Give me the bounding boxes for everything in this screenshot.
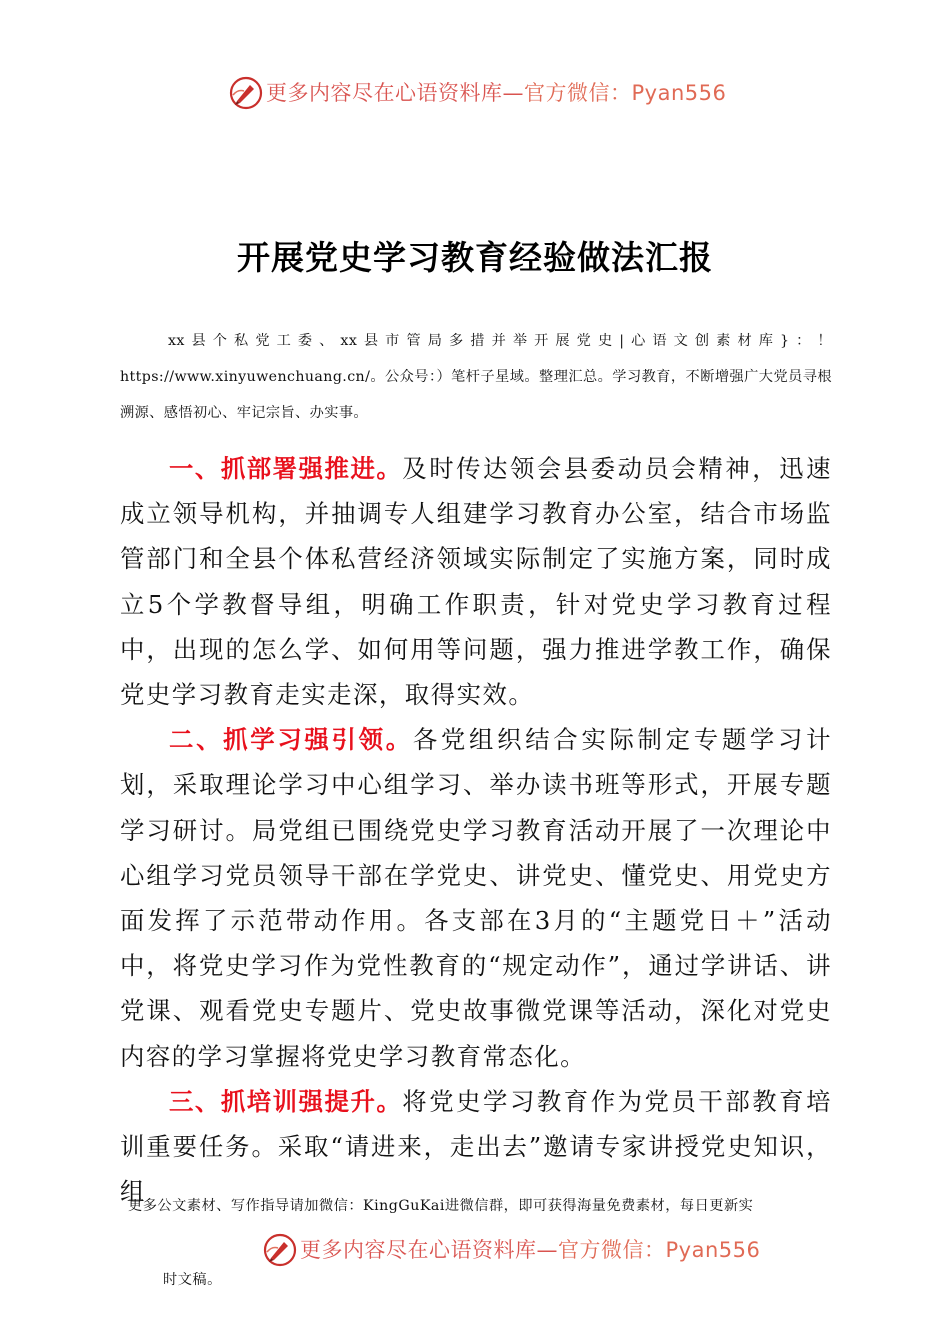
section-text: 各党组织结合实际制定专题学习计划，采取理论学习中心组学习、举办读书班等形式，开展专题学习研讨。局党组已围绕党史学习教育活动开展了一次理论中心组学习党员领导干部在学党史、讲党史、懂党史、用党史方面发挥了示范带动作用。各支部在3月的“主题党日＋”活动中，将党史学习作为党性教育的“规定动作”，通过学讲话、讲党课、观看党史专题片、党史故事微党课等活动，深化对党史内容的学习掌握将党史学习教育常态化。 (120, 725, 832, 1071)
watermark-banner-top (0, 75, 950, 115)
section-text: 及时传达领会县委动员会精神，迅速成立领导机构，并抽调专人组建学习教育办公室，结合市场监管部门和全县个体私营经济领域实际制定了实施方案，同时成立5个学教督导组，明确工作职责，针对党史学习教育过程中，出现的怎么学、如何用等问题，强力推进学教工作，确保党史学习教育走实走深，取得实效。 (120, 454, 832, 710)
section-heading: 三、抓培训强提升。 (169, 1086, 403, 1116)
document-title: 开展党史学习教育经验做法汇报 (237, 238, 713, 277)
watermark-text: 更多内容尽在心语资料库—官方微信：Pyan556 (266, 81, 727, 105)
section-heading: 一、抓部署强推进。 (169, 454, 403, 483)
pen-nib-logo-icon (262, 1232, 298, 1268)
section-heading: 二、抓学习强引领。 (169, 725, 413, 755)
section-paragraph-2 (120, 717, 832, 1079)
intro-paragraph: xx县个私党工委、xx县市管局多措并举开展党史|心语文创素材库}：！https://www.xinyuwenchuang.cn/。公众号：）笔杆子星域。整理汇总。学习教育，不断增强广大党员寻根溯源、感悟初心、牢记宗旨、办实事。 (120, 333, 832, 421)
watermark-banner-bottom (0, 1232, 950, 1272)
watermark-text: 更多内容尽在心语资料库—官方微信：Pyan556 (300, 1238, 761, 1262)
section-text: 将党史学习教育作为党员干部教育培训重要任务。采取“请进来，走出去”邀请专家讲授党史知识，组 (120, 1086, 832, 1207)
pen-nib-logo-icon (228, 75, 264, 111)
section-paragraph-1 (120, 446, 832, 717)
footer-note: 更多公文素材、写作指导请加微信：KingGuKai进微信群，即可获得海量免费素材，每日更新实 (128, 1198, 754, 1214)
footer-note-tail: 时文稿。 (163, 1272, 222, 1288)
document-body (120, 446, 832, 1214)
